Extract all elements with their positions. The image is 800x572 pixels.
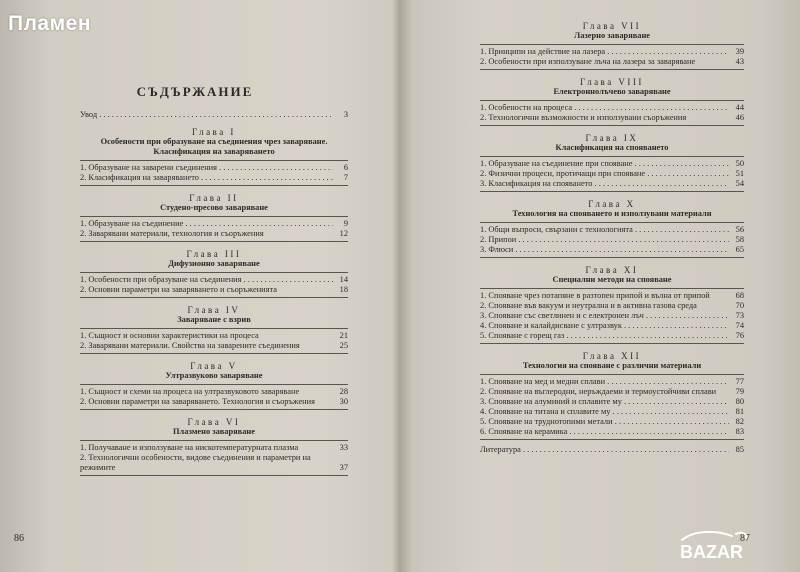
toc-entry (80, 285, 348, 295)
toc-entry-page: 56 (735, 225, 744, 234)
page-number-left: 86 (14, 533, 24, 544)
toc-left (80, 110, 348, 476)
toc-entry-page: 54 (735, 179, 744, 188)
toc-entry-page: 44 (735, 103, 744, 112)
chapter-heading (80, 193, 348, 213)
toc-entry-page: 65 (735, 245, 744, 254)
toc-entry (480, 291, 744, 301)
toc-entry-label: 4. Спояване на титана и сплавите му . . . (480, 407, 729, 417)
toc-entry-page: 33 (339, 443, 348, 452)
chapter-title: Технология на спояването и използувани материали (512, 209, 712, 218)
toc-entry-label: 2. Класификация на заваряването . . . (80, 173, 333, 183)
toc-entry (480, 159, 744, 169)
chapter-items (80, 384, 348, 410)
chapter-heading (480, 133, 744, 153)
toc-entry (480, 331, 744, 341)
toc-entry-page: 51 (735, 169, 744, 178)
toc-entry-label: 1. Получаване и използуване на нискотемпературната плазма (80, 443, 299, 452)
right-page (402, 0, 800, 572)
toc-entry (80, 387, 348, 397)
toc-entry (80, 397, 348, 407)
toc-entry (480, 311, 744, 321)
toc-right (480, 14, 744, 455)
toc-entry-page: 6 (343, 163, 348, 172)
toc-entry-label: 2. Заварявани материали, технология и съоръжения (80, 229, 264, 238)
toc-entry (80, 453, 348, 473)
chapter-title: Класификация на спояването (555, 143, 669, 152)
toc-entry-label: 4. Спояване и калайдисване с ултразвук . . . (480, 321, 729, 331)
toc-entry (480, 301, 744, 311)
toc-entry-label: 2. Основни параметри на заваряването. Технология и съоръжения (80, 397, 315, 406)
toc-entry (480, 169, 744, 179)
chapter-label: Глава XI (585, 265, 639, 275)
toc-entry (80, 219, 348, 229)
toc-entry-label: Увод . . . (80, 110, 333, 120)
chapter-heading (80, 361, 348, 381)
toc-entry (480, 427, 744, 437)
toc-entry-label: 3. Класификация на спояването . . . (480, 179, 729, 189)
chapter-label: Глава VI (187, 417, 241, 427)
toc-entry-page: 37 (339, 463, 348, 472)
toc-entry-label: 2. Особености при използуване лъча на лазера за заваряване (480, 57, 696, 66)
toc-entry (80, 229, 348, 239)
toc-entry-page: 28 (339, 387, 348, 396)
toc-entry (480, 321, 744, 331)
toc-entry-page: 77 (735, 377, 744, 386)
chapter-title: Заваряване с взрив (177, 315, 251, 324)
chapter-heading (80, 249, 348, 269)
toc-entry-page: 12 (339, 229, 348, 238)
toc-entry-label: 2. Припои . . . (480, 235, 729, 245)
chapter-items (80, 272, 348, 298)
toc-entry-label: 1. Особености на процеса . . . (480, 103, 729, 113)
chapter-items (480, 288, 744, 344)
toc-entry (480, 113, 744, 123)
toc-entry-label: 1. Особености при образуване на съединения . . . (80, 275, 333, 285)
toc-entry-page: 82 (735, 417, 744, 426)
toc-entry (480, 377, 744, 387)
toc-entry-label: 2. Основни параметри на заваряването и съоръженията (80, 285, 277, 294)
toc-entry-label: 2. Спояване във вакуум и неутрална и в активна газова среда (480, 301, 697, 310)
chapter-title: Особености при образуване на съединения чрез заваряване. Класификация на заваряването (100, 137, 328, 156)
toc-entry-page: 85 (735, 445, 744, 454)
toc-entry-label: 1. Образуване на заварени съединения . . . (80, 163, 333, 173)
chapter-items (480, 44, 744, 70)
watermark: Пламен (8, 12, 92, 35)
toc-entry (80, 163, 348, 173)
toc-entry-page: 83 (735, 427, 744, 436)
toc-entry (480, 103, 744, 113)
bazar-logo (676, 528, 786, 564)
chapter-label: Глава V (190, 361, 238, 371)
toc-entry-page: 25 (339, 341, 348, 350)
chapter-heading (480, 77, 744, 97)
chapter-items (80, 328, 348, 354)
toc-entry-page: 50 (735, 159, 744, 168)
toc-entry (480, 47, 744, 57)
bazar-logo-text: BAZAR (680, 542, 743, 562)
chapter-label: Глава IX (585, 133, 639, 143)
toc-entry-page: 7 (343, 173, 348, 182)
chapter-items (80, 160, 348, 186)
toc-entry-page: 73 (735, 311, 744, 320)
toc-entry-page: 79 (735, 387, 744, 396)
bazar-logo-icon (682, 532, 746, 540)
toc-entry (480, 179, 744, 189)
chapter-heading (480, 265, 744, 285)
toc-entry-label: 2. Технологични особености, видове съединения и параметри на режимите (80, 453, 311, 472)
chapter-title: Специални методи на спояване (552, 275, 672, 284)
toc-entry-page: 39 (735, 47, 744, 56)
toc-entry-label: 1. Спояване на мед и медни сплави . . . (480, 377, 729, 387)
toc-entry (480, 417, 744, 427)
chapter-heading (480, 199, 744, 219)
toc-entry (480, 225, 744, 235)
chapter-title: Плазмено заваряване (173, 427, 255, 436)
chapter-title: Електроннолъчево заваряване (553, 87, 671, 96)
toc-entry (80, 341, 348, 351)
chapter-items (480, 222, 744, 258)
chapter-heading (80, 417, 348, 437)
toc-entry-label: 1. Принципи на действие на лазера . . . (480, 47, 729, 57)
chapter-items (480, 156, 744, 192)
toc-entry (480, 407, 744, 417)
chapter-label: Глава VIII (580, 77, 644, 87)
toc-entry-label: 2. Технологични възможности и използувани съоръжения (480, 113, 687, 122)
toc-entry-page: 81 (735, 407, 744, 416)
toc-entry-page: 9 (343, 219, 348, 228)
toc-entry-label: 3. Флюси . . . (480, 245, 729, 255)
chapter-title: Дифузионно заваряване (168, 259, 260, 268)
chapter-title: Студено-пресово заваряване (160, 203, 268, 212)
chapter-label: Глава VII (582, 21, 642, 31)
toc-entry (80, 443, 348, 453)
chapter-title: Ултразвуково заваряване (165, 371, 263, 380)
toc-entry-label: 2. Заварявани материали. Свойства на заварените съединения (80, 341, 300, 350)
toc-entry-page: 43 (735, 57, 744, 66)
toc-entry-label: 3. Спояване на алуминий и сплавите му . . . (480, 397, 729, 407)
page-title: СЪДЪРЖАНИЕ (136, 84, 254, 99)
left-page (0, 0, 398, 572)
toc-entry-page: 76 (735, 331, 744, 340)
toc-entry (80, 173, 348, 183)
toc-entry-label: 5. Спояване на труднотопими метали . . . (480, 417, 729, 427)
chapter-title: Технология на спояване с различни материали (522, 361, 702, 370)
chapter-heading (80, 305, 348, 325)
toc-entry-page: 74 (735, 321, 744, 330)
chapter-title: Лазерно заваряване (574, 31, 650, 40)
toc-entry-page: 68 (735, 291, 744, 300)
chapter-heading (480, 21, 744, 41)
chapter-items (80, 440, 348, 476)
toc-entry-label: 5. Спояване с горещ газ . . . (480, 331, 729, 341)
chapter-label: Глава IV (187, 305, 241, 315)
toc-entry-page: 70 (735, 301, 744, 310)
toc-entry-page: 3 (343, 110, 348, 119)
toc-entry-page: 80 (735, 397, 744, 406)
toc-entry (80, 110, 348, 120)
toc-entry-page: 18 (339, 285, 348, 294)
toc-entry (480, 387, 744, 397)
toc-entry (80, 331, 348, 341)
toc-entry (80, 275, 348, 285)
chapter-items (80, 216, 348, 242)
toc-entry-label: Литература . . . (480, 445, 729, 455)
chapter-label: Глава III (186, 249, 242, 259)
toc-entry (480, 235, 744, 245)
chapter-label: Глава X (588, 199, 636, 209)
toc-entry-label: 1. Същност и основни характеристики на процеса (80, 331, 259, 340)
toc-entry-label: 1. Образуване на съединение при спояване . . . (480, 159, 729, 169)
toc-entry-page: 30 (339, 397, 348, 406)
chapter-label: Глава I (192, 127, 236, 137)
toc-entry-page: 21 (339, 331, 348, 340)
chapter-label: Глава XII (582, 351, 642, 361)
toc-entry-label: 6. Спояване на керамика . . . (480, 427, 729, 437)
toc-entry (480, 445, 744, 455)
toc-entry-label: 2. Физични процеси, протичащи при спояване . . . (480, 169, 729, 179)
toc-entry-label: 1. Общи въпроси, свързани с технологията . . . (480, 225, 729, 235)
chapter-items (480, 374, 744, 440)
toc-entry-label: 1. Спояване чрез потапяне в разтопен припой и вълна от припой (480, 291, 710, 300)
toc-entry-page: 46 (735, 113, 744, 122)
toc-entry-page: 14 (339, 275, 348, 284)
toc-entry-label: 2. Спояване на въглеродни, неръждаеми и термоустойчиви сплави (480, 387, 717, 396)
toc-entry (480, 245, 744, 255)
chapter-items (480, 100, 744, 126)
chapter-label: Глава II (189, 193, 239, 203)
page-number-right: 87 (740, 533, 750, 544)
chapter-heading (480, 351, 744, 371)
toc-entry (480, 57, 744, 67)
chapter-heading (80, 127, 348, 157)
toc-entry (480, 397, 744, 407)
toc-entry-page: 58 (735, 235, 744, 244)
toc-entry-label: 3. Спояване със светлинен и с електронен лъч . . . (480, 311, 729, 321)
toc-entry-label: 1. Същност и схеми на процеса на ултразвуковото заваряване (80, 387, 300, 396)
toc-entry-label: 1. Образуване на съединение . . . (80, 219, 333, 229)
